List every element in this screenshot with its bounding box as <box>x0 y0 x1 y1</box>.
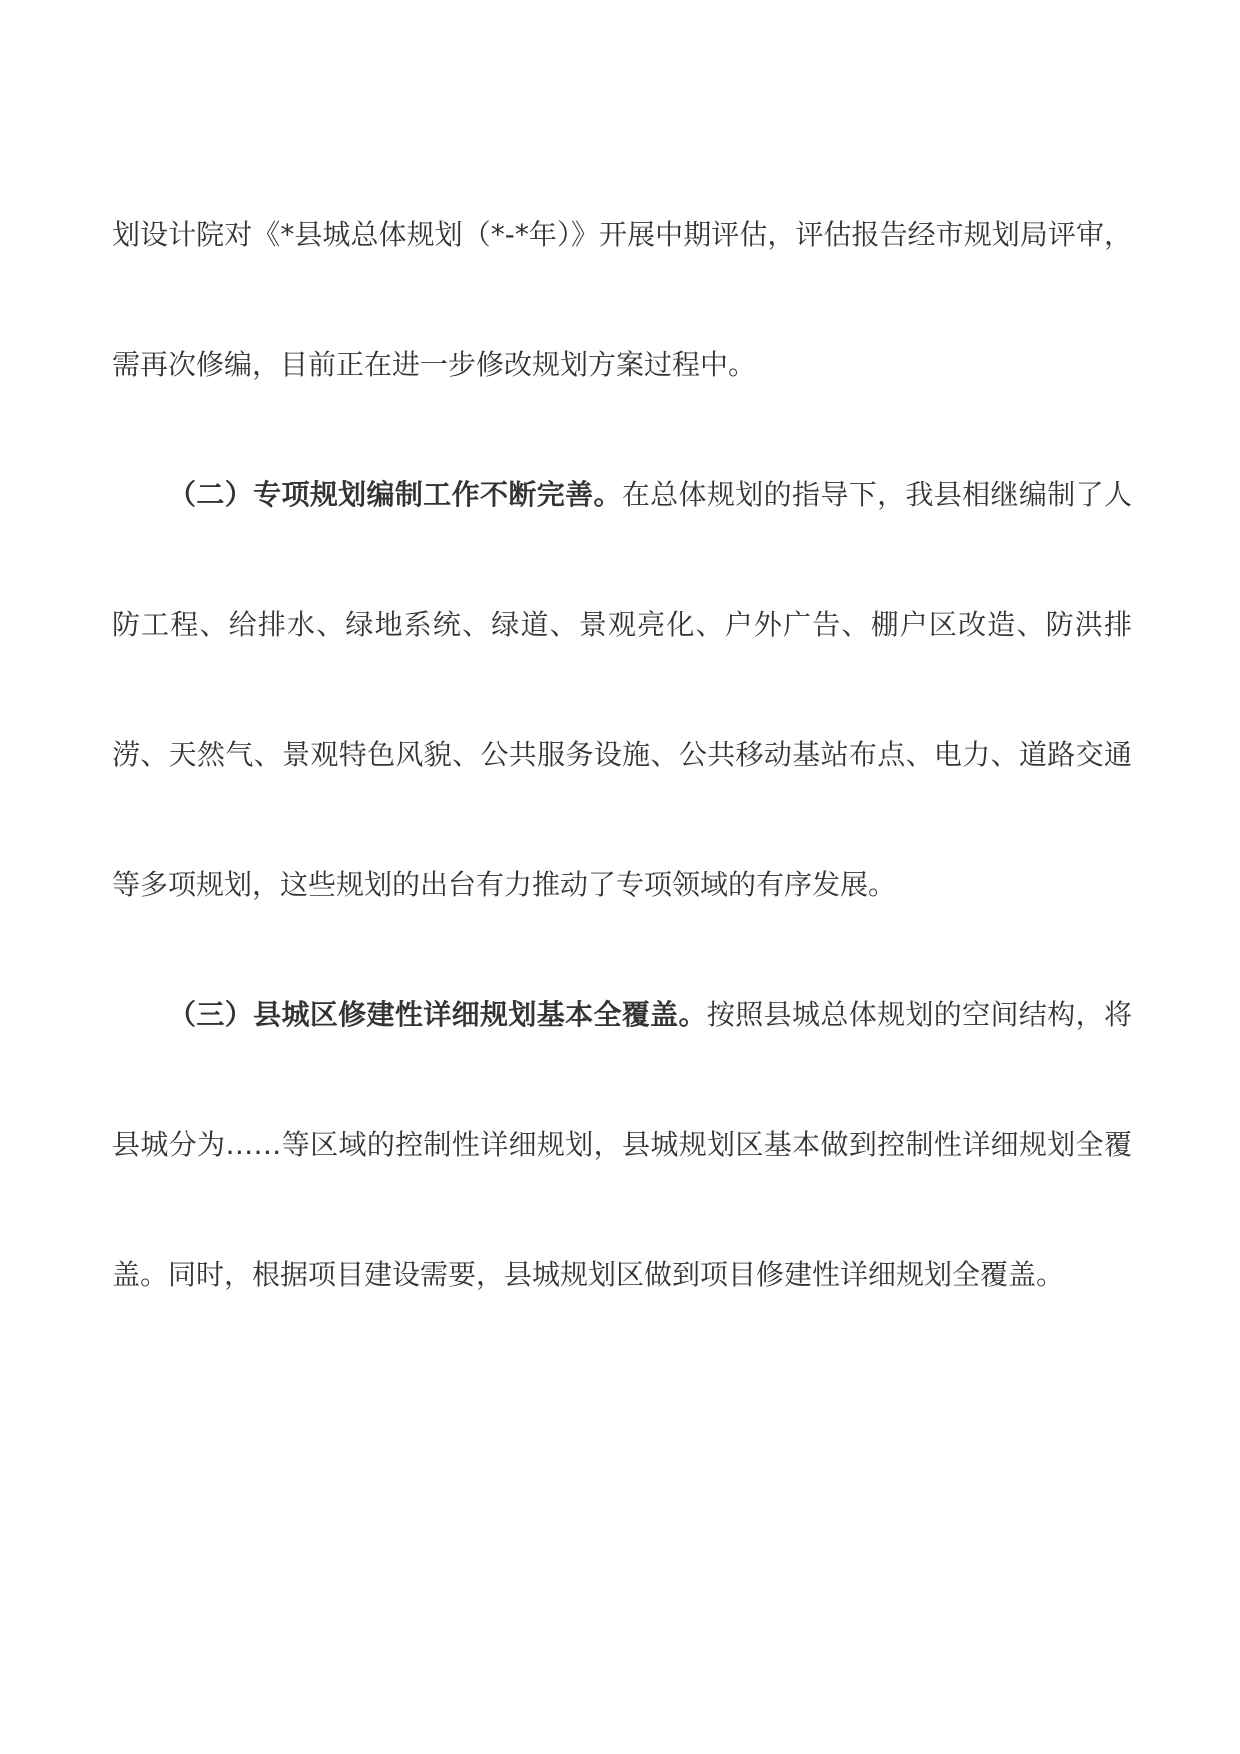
paragraph-text: 在总体规划的指导下，我县相继编制了人防工程、给排水、绿地系统、绿道、景观亮化、户外广告、棚户区改造、防洪排涝、天然气、景观特色风貌、公共服务设施、公共移动基站布点、电力、道路交通等多项规划，这些规划的出台有力推动了专项领域的有序发展。 <box>112 478 1132 901</box>
paragraph-heading: （二）专项规划编制工作不断完善。 <box>168 478 622 511</box>
paragraph-continuation <box>112 170 1132 430</box>
paragraph-heading: （三）县城区修建性详细规划基本全覆盖。 <box>168 998 707 1031</box>
document-body <box>112 170 1132 1340</box>
paragraph-detailed-planning <box>112 950 1132 1340</box>
paragraph-text: 划设计院对《*县城总体规划（*-*年）》开展中期评估，评估报告经市规划局评审，需再次修编，目前正在进一步修改规划方案过程中。 <box>112 218 1132 381</box>
paragraph-text: 按照县城总体规划的空间结构，将县城分为……等区域的控制性详细规划，县城规划区基本做到控制性详细规划全覆盖。同时，根据项目建设需要，县城规划区做到项目修建性详细规划全覆盖。 <box>112 998 1132 1291</box>
paragraph-special-planning <box>112 430 1132 950</box>
